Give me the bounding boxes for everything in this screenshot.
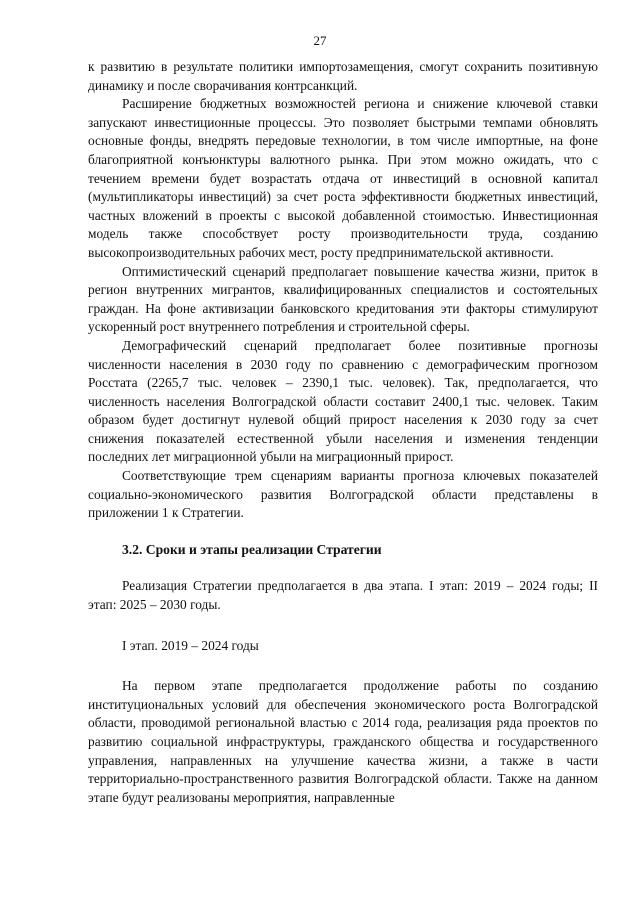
paragraph-budget-opportunities: Расширение бюджетных возможностей региона и снижение ключевой ставки запускают инвестиционные процессы. Это позволяет быстрыми темпами обновлять основные фонды, внедрять передовые технологии, в том числе импортные, на фоне благоприятной конъюнктуры валютного рынка. При этом можно ожидать, что с течением времени будет возрастать отдача от инвестиций в основной капитал (мультипликаторы инвестиций) за счет роста эффективности бюджетных инвестиций, частных вложений в проекты с высокой добавленной стоимостью. Инвестиционная модель также способствует росту производительности труда, созданию высокопроизводительных рабочих мест, росту предпринимательской активности. <box>88 96 598 260</box>
stage-1-heading: I этап. 2019 – 2024 годы <box>122 637 259 653</box>
paragraph-optimistic-scenario: Оптимистический сценарий предполагает повышение качества жизни, приток в регион внутренних мигрантов, квалифицированных специалистов и состоятельных граждан. На фоне активизации банковского кредитования эти факторы стимулируют ускоренный рост внутреннего потребления и строительной сферы. <box>88 263 598 335</box>
paragraph-continuation: к развитию в результате политики импортозамещения, смогут сохранить позитивную динамику и после сворачивания контрсанкций. <box>88 59 598 93</box>
paragraph-stage-1: На первом этапе предполагается продолжение работы по созданию институциональных условий для обеспечения экономического роста Волгоградской области, проводимой региональной властью с 2014 года, реализация ряда проектов по развитию социальной инфраструктуры, гражданского общества и государственного управления, направленных на улучшение качества жизни, а также в части территориально-пространственного развития Волгоградской области. Также на данном этапе будут реализованы мероприятия, направленные <box>88 678 598 805</box>
section-heading: 3.2. Сроки и этапы реализации Стратегии <box>122 541 382 557</box>
paragraph-stages: Реализация Стратегии предполагается в два этапа. I этап: 2019 – 2024 годы; II этап: 2025 – 2030 годы. <box>88 578 598 613</box>
page-number: 27 <box>313 33 327 48</box>
paragraph-forecast-variants: Соответствующие трем сценариям варианты прогноза ключевых показателей социально-экономического развития Волгоградской области представлены в приложении 1 к Стратегии. <box>88 468 598 521</box>
page-content <box>88 58 598 807</box>
paragraph-demographic-scenario: Демографический сценарий предполагает более позитивные прогнозы численности населения в 2030 году по сравнению с демографическим прогнозом Росстата (2265,7 тыс. человек – 2390,1 тыс. человек). Так, предполагается, что численность населения Волгоградской области составит 2400,1 тыс. человек. Таким образом будет достигнут нулевой общий прирост населения к 2030 году за счет снижения показателей естественной убыли населения и изменения тенденции последних лет миграционной убыли на миграционный прирост. <box>88 337 598 465</box>
